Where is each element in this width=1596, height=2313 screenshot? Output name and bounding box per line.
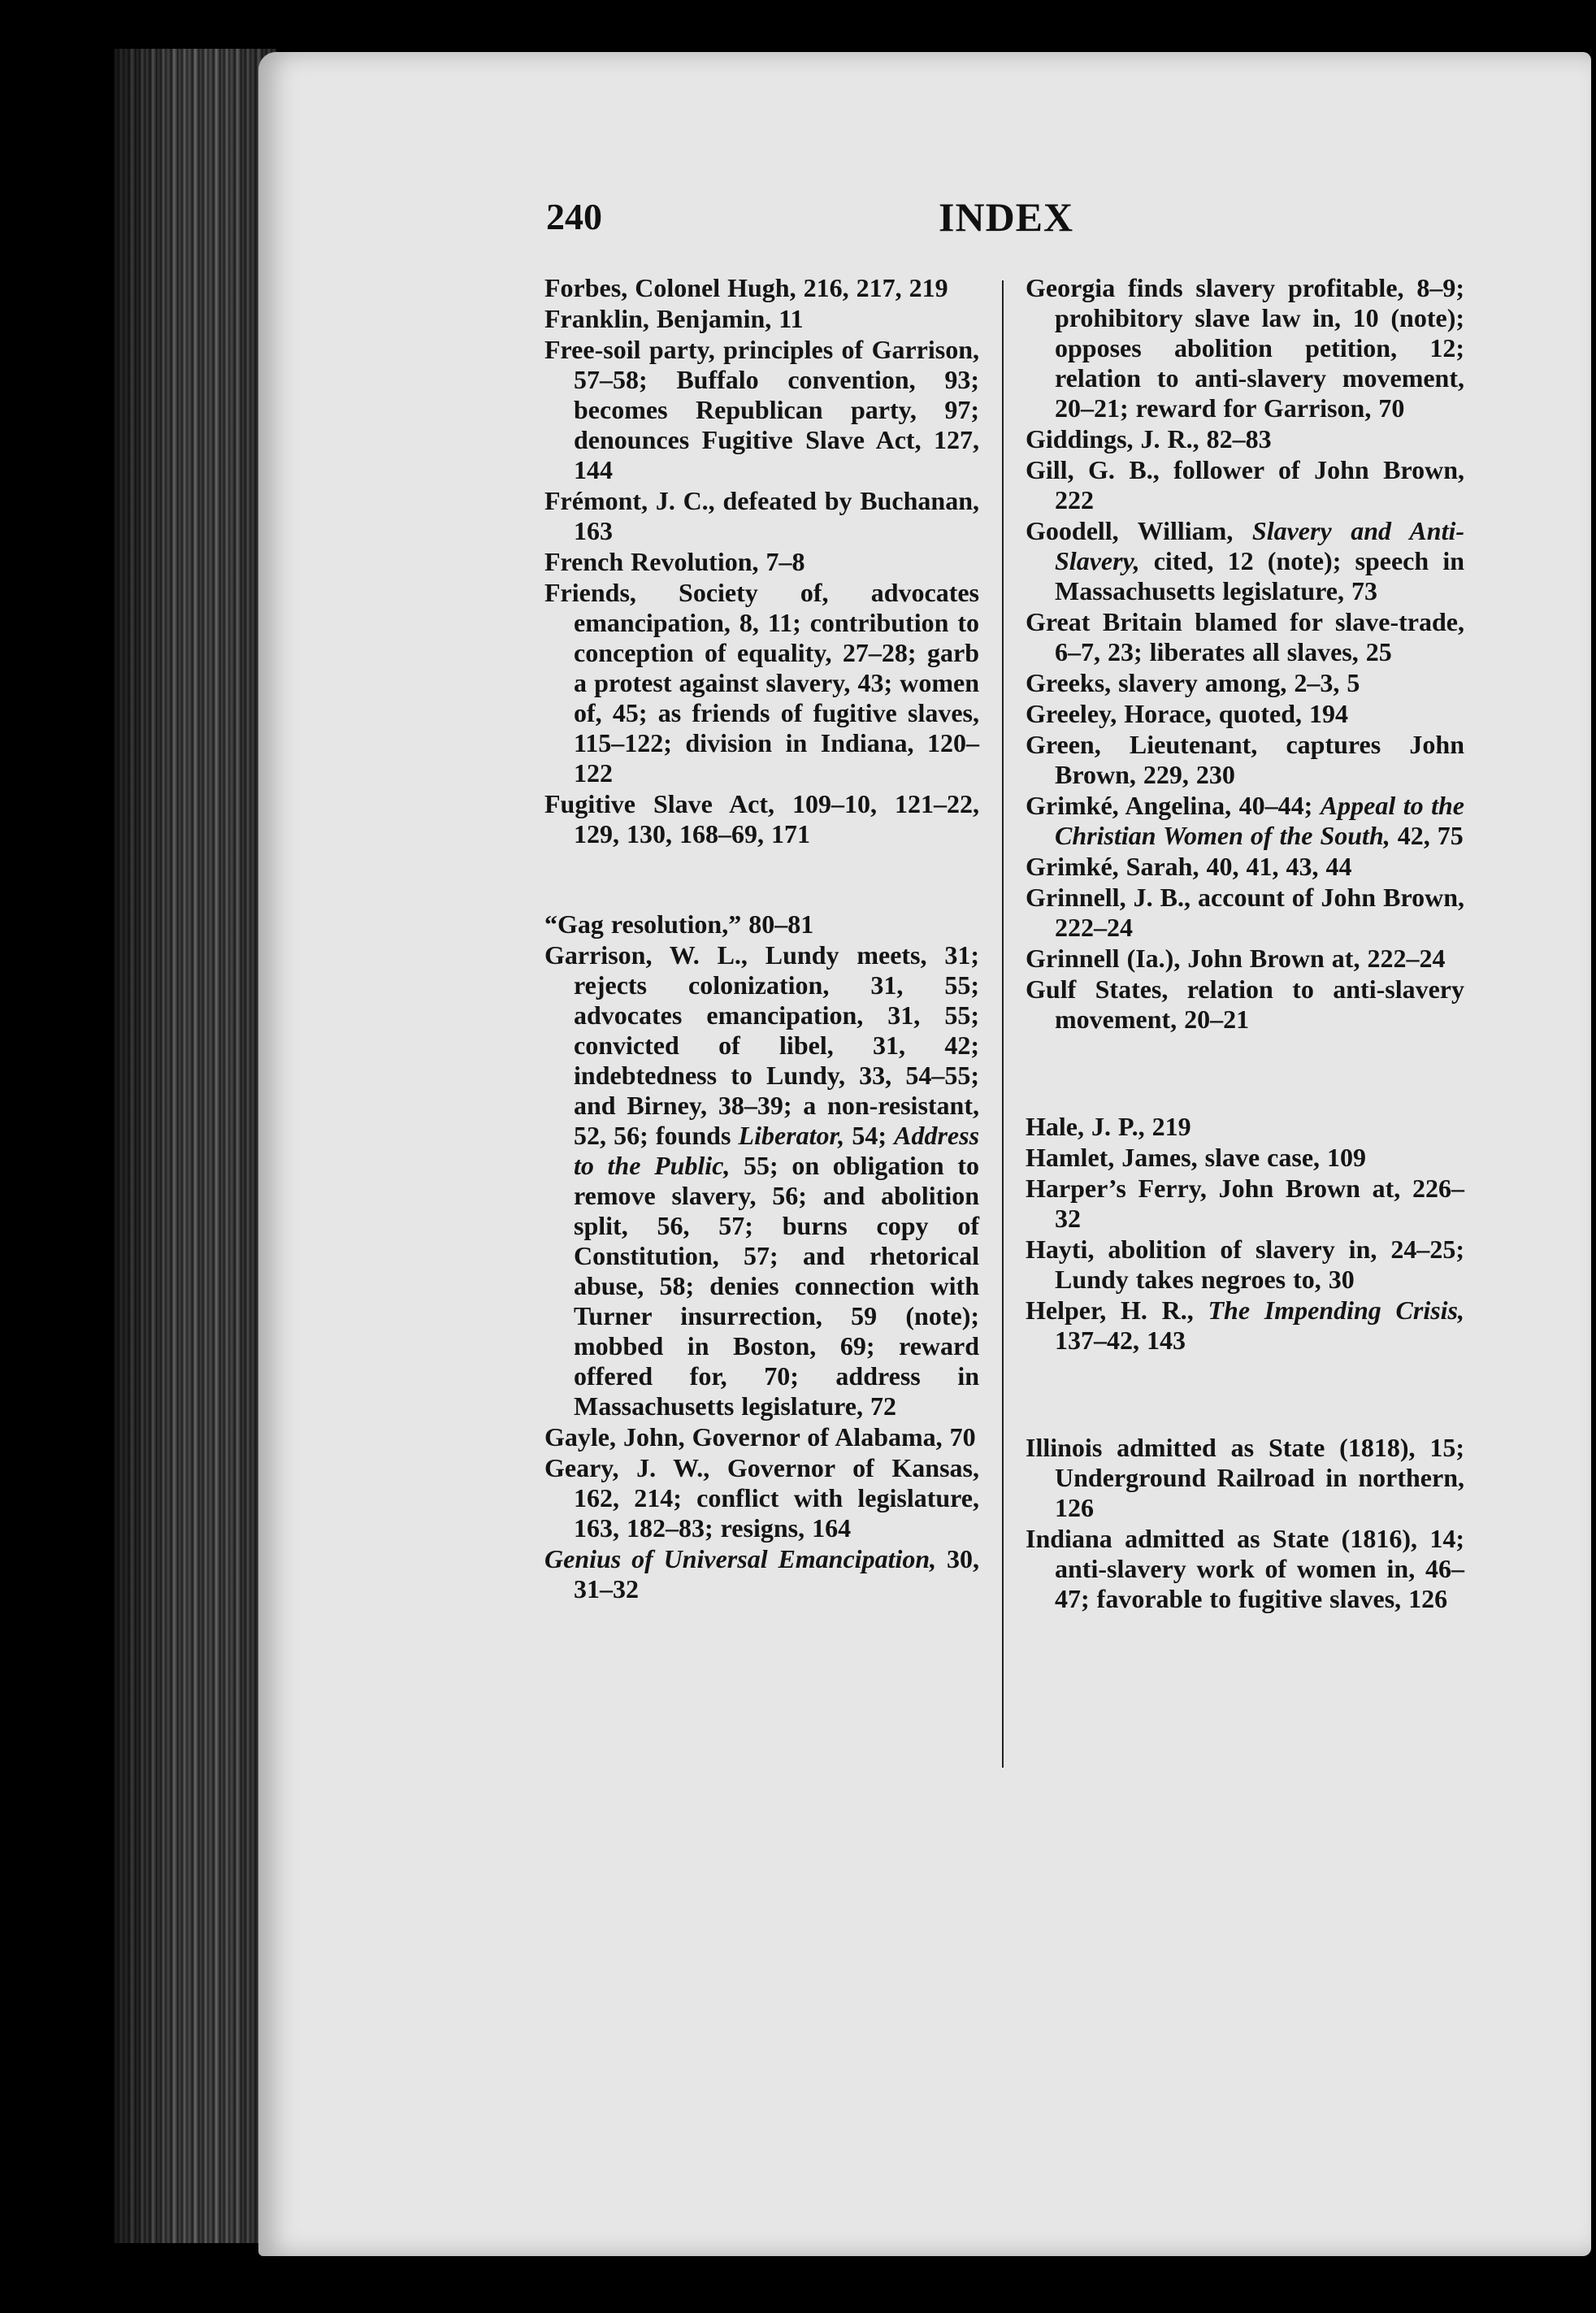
index-entry-fugitive-slave-act: Fugitive Slave Act, 109–10, 121–22, 129, 130, 168–69, 171 <box>544 789 979 848</box>
index-entry-georgia: Georgia finds slavery profitable, 8–9; prohibitory slave law in, 10 (note); opposes abolition petition, 12; relation to anti-slavery movement, 20–21; reward for Garrison, 70 <box>1026 273 1464 423</box>
index-entry-gayle: Gayle, John, Governor of Alabama, 70 <box>544 1422 976 1452</box>
index-entry-giddings: Giddings, J. R., 82–83 <box>1026 424 1272 453</box>
column-divider <box>1002 280 1004 1768</box>
index-column-right <box>1026 273 1464 1615</box>
index-entry-great-britain: Great Britain blamed for slave-trade, 6–7, 23; liberates all slaves, 25 <box>1026 607 1464 666</box>
index-entry-indiana: Indiana admitted as State (1816), 14; anti-slavery work of women in, 46–47; favorable to fugitive slaves, 126 <box>1026 1524 1464 1613</box>
index-entry-helper: Helper, H. R., The Impending Crisis, 137–42, 143 <box>1026 1295 1465 1355</box>
index-entry-grimke-sarah: Grimké, Sarah, 40, 41, 43, 44 <box>1026 852 1352 881</box>
index-entry-gag-resolution: “Gag resolution,” 80–81 <box>544 909 814 939</box>
index-entry-greeley: Greeley, Horace, quoted, 194 <box>1026 699 1348 728</box>
index-entry-harpers-ferry: Harper’s Ferry, John Brown at, 226–32 <box>1026 1174 1464 1233</box>
index-entry-hayti: Hayti, abolition of slavery in, 24–25; Lundy takes negroes to, 30 <box>1026 1235 1464 1294</box>
index-entry-forbes: Forbes, Colonel Hugh, 216, 217, 219 <box>544 273 948 302</box>
index-entry-garrison: Garrison, W. L., Lundy meets, 31; rejects colonization, 31, 55; advocates emancipation, 31, 55; convicted of libel, 31, 42; indebtedness to Lundy, 33, 54–55; and Birney, 38–39; a non-resistant, 52, 56; founds Liberator, 54; Address to the Public, 55; on obligation to remove slavery, 56; and abolition split, 56, 57; burns copy of Constitution, 57; and rhetorical abuse, 58; denies connection with Turner insurrection, 59 (note); mobbed in Boston, 69; reward offered for, 70; address in Massachusetts legislature, 72 <box>544 940 980 1421</box>
index-entry-friends: Friends, Society of, advocates emancipation, 8, 11; contribution to conception of equality, 27–28; garb a protest against slavery, 43; women of, 45; as friends of fugitive slaves, 115–122; division in Indiana, 120–122 <box>544 578 979 788</box>
page-number: 240 <box>546 196 602 237</box>
index-entry-french-revolution: French Revolution, 7–8 <box>544 547 805 576</box>
index-entry-grimke-angelina: Grimké, Angelina, 40–44; Appeal to the Christian Women of the South, 42, 75 <box>1026 791 1465 850</box>
index-entry-free-soil: Free-soil party, principles of Garrison, 57–58; Buffalo convention, 93; becomes Republican party, 97; denounces Fugitive Slave Act, 127, 144 <box>544 335 979 484</box>
index-entry-grinnell-ia: Grinnell (Ia.), John Brown at, 222–24 <box>1026 944 1446 973</box>
index-entry-geary: Geary, J. W., Governor of Kansas, 162, 214; conflict with legislature, 163, 182–83; resigns, 164 <box>544 1453 979 1543</box>
index-entry-hamlet: Hamlet, James, slave case, 109 <box>1026 1143 1367 1172</box>
index-column-left <box>544 273 979 1605</box>
index-entry-grinnell-jb: Grinnell, J. B., account of John Brown, 222–24 <box>1026 883 1464 942</box>
index-entry-illinois: Illinois admitted as State (1818), 15; Underground Railroad in northern, 126 <box>1026 1433 1464 1522</box>
index-entry-greeks: Greeks, slavery among, 2–3, 5 <box>1026 668 1360 697</box>
index-entry-fremont: Frémont, J. C., defeated by Buchanan, 163 <box>544 486 979 545</box>
index-entry-goodell: Goodell, William, Slavery and Anti-Slavery, cited, 12 (note); speech in Massachusetts legislature, 73 <box>1026 516 1465 605</box>
book-spine-edge <box>114 49 276 2243</box>
index-entry-franklin: Franklin, Benjamin, 11 <box>544 304 804 333</box>
index-entry-green: Green, Lieutenant, captures John Brown, 229, 230 <box>1026 730 1464 789</box>
index-entry-gill: Gill, G. B., follower of John Brown, 222 <box>1026 455 1464 514</box>
index-entry-gulf-states: Gulf States, relation to anti-slavery movement, 20–21 <box>1026 974 1464 1034</box>
index-entry-hale: Hale, J. P., 219 <box>1026 1112 1191 1141</box>
index-entry-genius: Genius of Universal Emancipation, 30, 31–32 <box>544 1544 980 1603</box>
page-title: INDEX <box>939 194 1074 240</box>
